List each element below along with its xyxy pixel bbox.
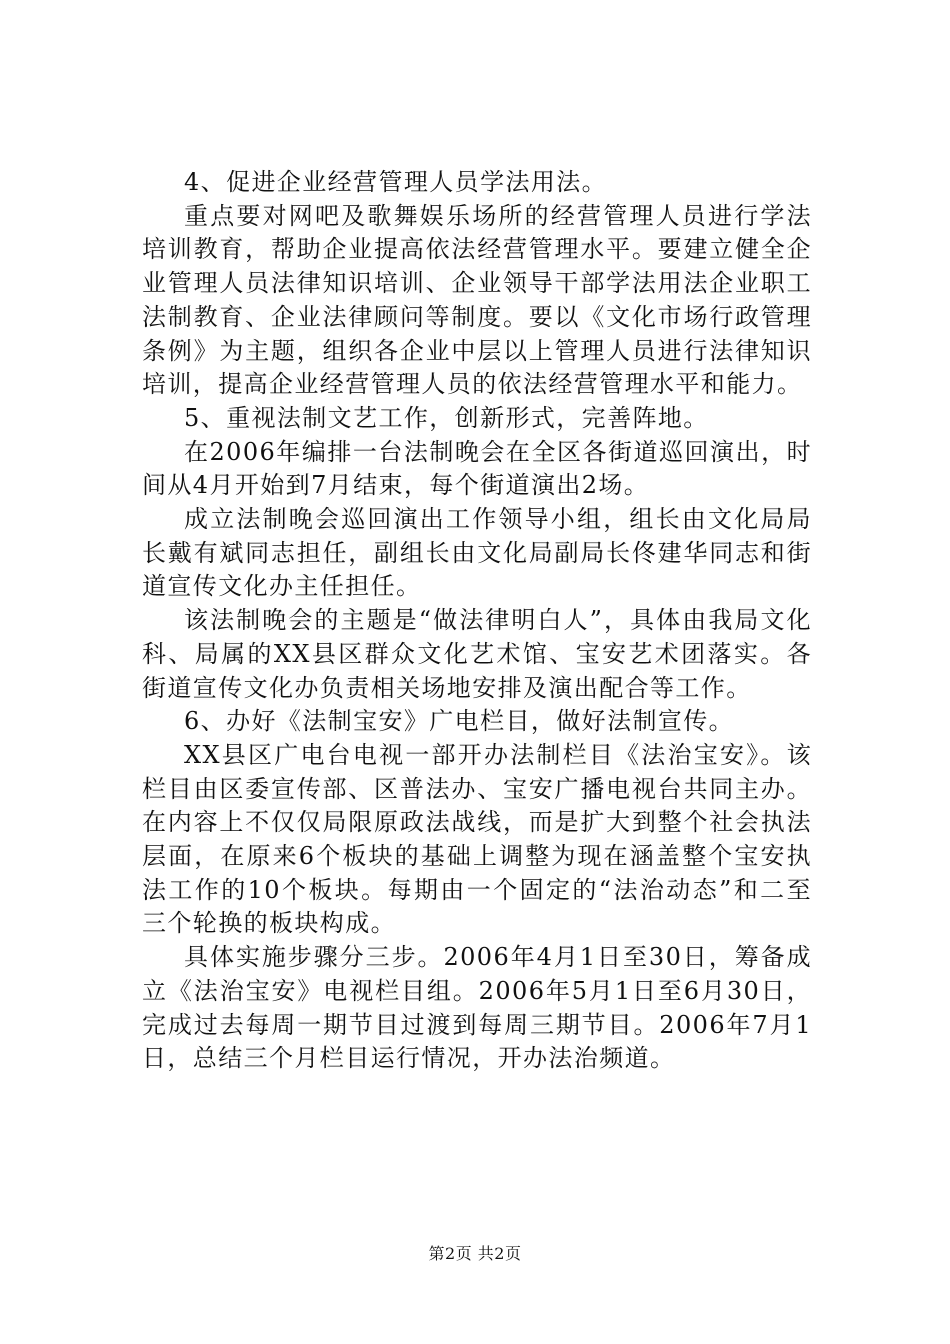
paragraph: 具体实施步骤分三步。2006年4月1日至30日，筹备成立《法治宝安》电视栏目组。2006年5月1日至6月30日，完成过去每周一期节目过渡到每周三期节目。2006年7月1日，总结三个月栏目运行情况，开办法治频道。 (142, 943, 812, 1073)
paragraph: 该法制晚会的主题是“做法律明白人”，具体由我局文化科、局属的XX县区群众文化艺术馆、宝安艺术团落实。各街道宣传文化办负责相关场地安排及演出配合等工作。 (142, 606, 812, 702)
paragraph: XX县区广电台电视一部开办法制栏目《法治宝安》。该栏目由区委宣传部、区普法办、宝安广播电视台共同主办。在内容上不仅仅局限原政法战线，而是扩大到整个社会执法层面，在原来6个板块的基础上调整为现在涵盖整个宝安执法工作的10个板块。每期由一个固定的“法治动态”和二至三个轮换的板块构成。 (142, 740, 812, 938)
paragraph: 重点要对网吧及歌舞娱乐场所的经营管理人员进行学法培训教育，帮助企业提高依法经营管理水平。要建立健全企业管理人员法律知识培训、企业领导干部学法用法企业职工法制教育、企业法律顾问等制度。要以《文化市场行政管理条例》为主题，组织各企业中层以上管理人员进行法律知识培训，提高企业经营管理人员的依法经营管理水平和能力。 (142, 201, 812, 399)
paragraph: 在2006年编排一台法制晚会在全区各街道巡回演出，时间从4月开始到7月结束，每个街道演出2场。 (142, 437, 812, 500)
page-number-footer: 第2页 共2页 (428, 1244, 522, 1263)
section-heading-6: 6、办好《法制宝安》广电栏目，做好法制宣传。 (184, 707, 735, 736)
document-body (142, 166, 812, 1076)
section-heading-5: 5、重视法制文艺工作，创新形式，完善阵地。 (184, 403, 709, 432)
paragraph: 成立法制晚会巡回演出工作领导小组，组长由文化局局长戴有斌同志担任，副组长由文化局副局长佟建华同志和街道宣传文化办主任担任。 (142, 505, 812, 601)
section-heading-4: 4、促进企业经营管理人员学法用法。 (184, 168, 608, 196)
